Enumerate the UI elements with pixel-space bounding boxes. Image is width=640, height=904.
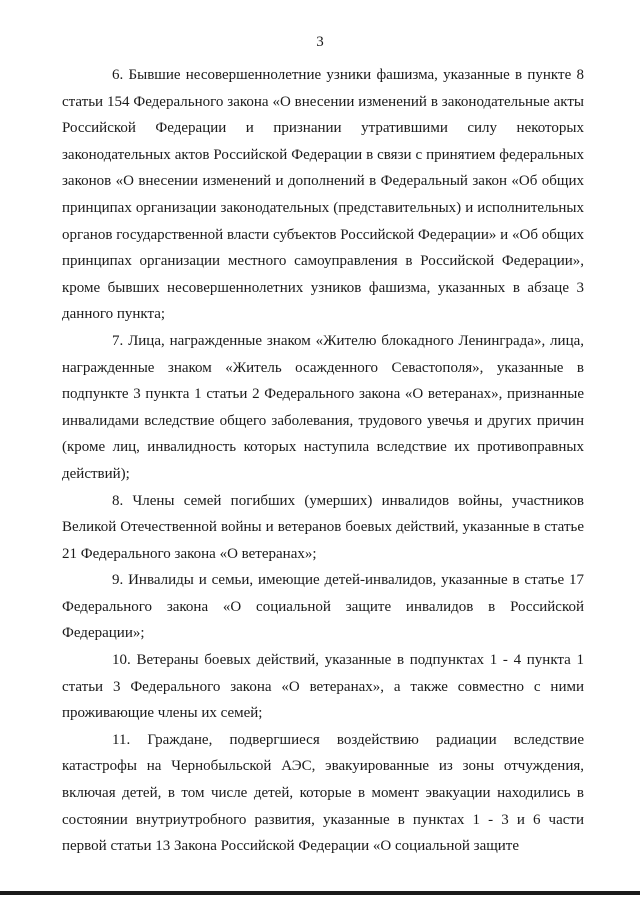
- paragraph-8: 8. Члены семей погибших (умерших) инвалидов войны, участников Великой Отечественной войны и ветеранов боевых действий, указанные в статье 21 Федерального закона «О ветеранах»;: [62, 492, 584, 562]
- page-number: 3: [316, 34, 324, 50]
- paragraph-7: 7. Лица, награжденные знаком «Жителю блокадного Ленинграда», лица, награжденные знаком «Житель осажденного Севастополя», указанные в подпункте 3 пункта 1 статьи 2 Федерального закона «О ветеранах», признанные инвалидами вследствие общего заболевания, трудового увечья и других причин (кроме лиц, инвалидность которых наступила вследствие их противоправных действий);: [62, 332, 584, 482]
- scan-bottom-edge: [0, 891, 640, 895]
- paragraph-10: 10. Ветераны боевых действий, указанные в подпунктах 1 - 4 пункта 1 статьи 3 Федерального закона «О ветеранах», а также совместно с ними проживающие члены их семей;: [62, 652, 584, 722]
- paragraph-11: 11. Граждане, подвергшиеся воздействию радиации вследствие катастрофы на Чернобыльской АЭС, эвакуированные из зоны отчуждения, включая детей, в том числе детей, которые в момент эвакуации находились в состоянии внутриутробного развития, указанные в пунктах 1 - 3 и 6 части первой статьи 13 Закона Российской Федерации «О социальной защите: [62, 731, 584, 855]
- document-body: [62, 62, 584, 860]
- paragraph-9: 9. Инвалиды и семьи, имеющие детей-инвалидов, указанные в статье 17 Федерального закона «О социальной защите инвалидов в Российской Федерации»;: [62, 572, 584, 642]
- paragraph-6: 6. Бывшие несовершеннолетние узники фашизма, указанные в пункте 8 статьи 154 Федерального закона «О внесении изменений в законодательные акты Российской Федерации и признании утратившими силу некоторых законодательных актов Российской Федерации в связи с принятием федеральных законов «О внесении изменений и дополнений в Федеральный закон «Об общих принципах организации законодательных (представительных) и исполнительных органов государственной власти субъектов Российской Федерации» и «Об общих принципах организации местного самоуправления в Российской Федерации», кроме бывших несовершеннолетних узников фашизма, указанных в абзаце 3 данного пункта;: [62, 67, 584, 323]
